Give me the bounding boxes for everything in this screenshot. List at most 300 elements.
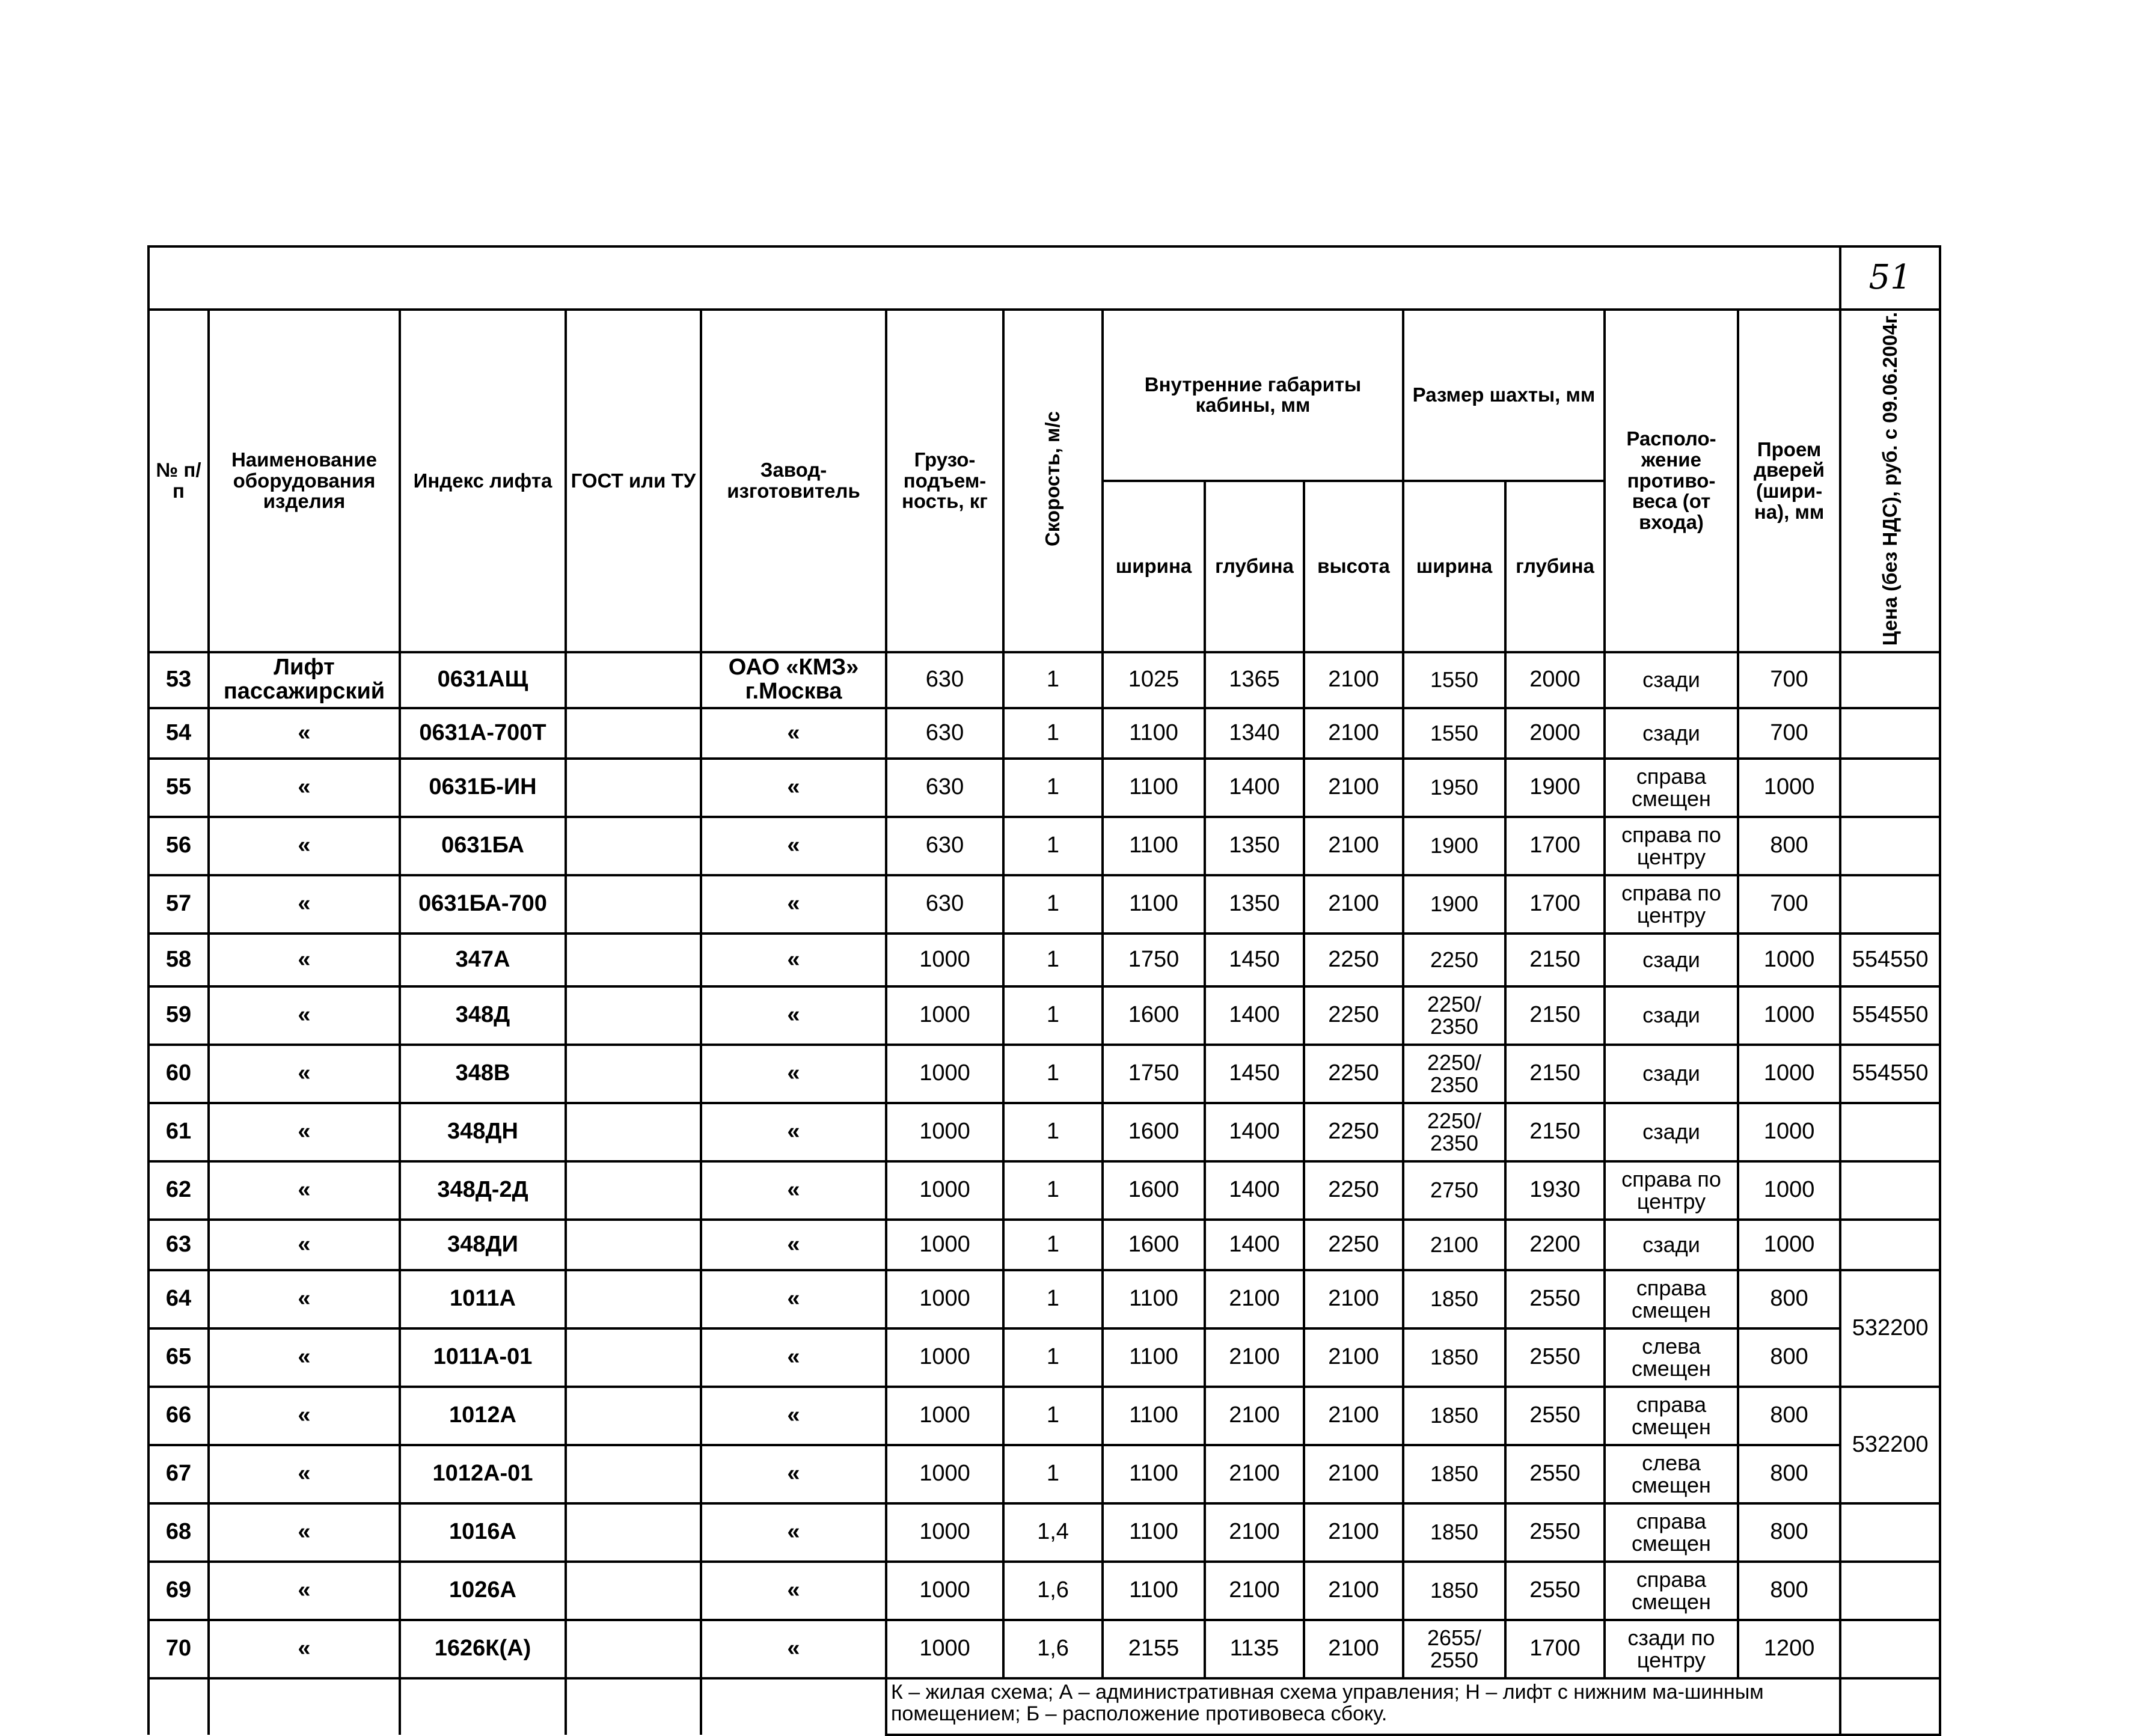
header-price bbox=[1840, 310, 1940, 652]
row-num: 57 bbox=[148, 875, 209, 934]
row-name: « bbox=[209, 1045, 400, 1103]
row-cabin-height: 2100 bbox=[1304, 1503, 1403, 1562]
row-name: « bbox=[209, 1503, 400, 1562]
row-cabin-depth: 2100 bbox=[1205, 1328, 1304, 1387]
row-name: « bbox=[209, 1328, 400, 1387]
table-row bbox=[148, 817, 1940, 875]
row-maker: « bbox=[701, 1220, 886, 1270]
header-load: Грузо-подъем-ность, кг bbox=[886, 310, 1003, 652]
row-cabin-height: 2250 bbox=[1304, 934, 1403, 986]
row-door: 700 bbox=[1738, 708, 1840, 759]
row-maker: « bbox=[701, 875, 886, 934]
row-num: 54 bbox=[148, 708, 209, 759]
header-name: Наименование оборудования изделия bbox=[209, 310, 400, 652]
row-price: 554550 bbox=[1840, 986, 1940, 1045]
row-cabin-height: 2100 bbox=[1304, 1270, 1403, 1328]
row-cabin-depth: 1450 bbox=[1205, 1045, 1304, 1103]
row-num: 61 bbox=[148, 1103, 209, 1161]
row-num: 67 bbox=[148, 1445, 209, 1503]
row-speed: 1 bbox=[1003, 708, 1103, 759]
row-cabin-width: 1750 bbox=[1103, 934, 1205, 986]
row-index: 0631БА bbox=[400, 817, 566, 875]
row-shaft-width: 1850 bbox=[1403, 1562, 1505, 1620]
row-shaft-depth: 2150 bbox=[1505, 986, 1605, 1045]
row-cabin-depth: 2100 bbox=[1205, 1445, 1304, 1503]
row-load: 1000 bbox=[886, 1503, 1003, 1562]
row-name: « bbox=[209, 1103, 400, 1161]
row-index: 348Д-2Д bbox=[400, 1161, 566, 1220]
row-shaft-depth: 2000 bbox=[1505, 652, 1605, 708]
header-speed-text: Скорость, м/с bbox=[1041, 411, 1064, 547]
row-speed: 1 bbox=[1003, 652, 1103, 708]
row-price bbox=[1840, 1503, 1940, 1562]
row-cabin-depth: 2100 bbox=[1205, 1562, 1304, 1620]
header-cabin-depth: глубина bbox=[1205, 481, 1304, 652]
row-shaft-width: 1850 bbox=[1403, 1270, 1505, 1328]
row-counterweight: сзади bbox=[1605, 1045, 1738, 1103]
row-gost bbox=[566, 986, 701, 1045]
row-door: 1000 bbox=[1738, 986, 1840, 1045]
row-name: « bbox=[209, 759, 400, 817]
row-cabin-width: 1600 bbox=[1103, 1161, 1205, 1220]
row-index: 348Д bbox=[400, 986, 566, 1045]
row-load: 630 bbox=[886, 817, 1003, 875]
row-counterweight: справа смещен bbox=[1605, 759, 1738, 817]
row-cabin-width: 1100 bbox=[1103, 708, 1205, 759]
row-maker: « bbox=[701, 1161, 886, 1220]
row-shaft-depth: 2550 bbox=[1505, 1270, 1605, 1328]
row-maker: « bbox=[701, 1328, 886, 1387]
row-speed: 1,6 bbox=[1003, 1620, 1103, 1678]
row-counterweight: справа смещен bbox=[1605, 1562, 1738, 1620]
row-num: 58 bbox=[148, 934, 209, 986]
header-maker: Завод-изготовитель bbox=[701, 310, 886, 652]
row-cabin-height: 2100 bbox=[1304, 1562, 1403, 1620]
table-row bbox=[148, 708, 1940, 759]
footnote-blank bbox=[148, 1678, 209, 1735]
row-shaft-depth: 2550 bbox=[1505, 1503, 1605, 1562]
row-maker: « bbox=[701, 1045, 886, 1103]
page-number: 51 bbox=[1840, 246, 1940, 310]
row-cabin-width: 1100 bbox=[1103, 1445, 1205, 1503]
footnote-blank bbox=[400, 1678, 566, 1735]
row-index: 1016А bbox=[400, 1503, 566, 1562]
row-speed: 1 bbox=[1003, 986, 1103, 1045]
table-row bbox=[148, 875, 1940, 934]
table-row bbox=[148, 1220, 1940, 1270]
row-num: 70 bbox=[148, 1620, 209, 1678]
row-maker: « bbox=[701, 986, 886, 1045]
header-cabin-height: высота bbox=[1304, 481, 1403, 652]
row-speed: 1 bbox=[1003, 817, 1103, 875]
row-index: 348ДН bbox=[400, 1103, 566, 1161]
row-counterweight: сзади по центру bbox=[1605, 1620, 1738, 1678]
row-index: 0631А-700Т bbox=[400, 708, 566, 759]
row-cabin-height: 2100 bbox=[1304, 875, 1403, 934]
row-cabin-height: 2100 bbox=[1304, 652, 1403, 708]
row-cabin-height: 2250 bbox=[1304, 1161, 1403, 1220]
row-num: 66 bbox=[148, 1387, 209, 1445]
row-cabin-height: 2250 bbox=[1304, 986, 1403, 1045]
row-load: 1000 bbox=[886, 1045, 1003, 1103]
row-gost bbox=[566, 1620, 701, 1678]
row-counterweight: справа смещен bbox=[1605, 1503, 1738, 1562]
row-cabin-depth: 2100 bbox=[1205, 1387, 1304, 1445]
row-door: 1000 bbox=[1738, 1161, 1840, 1220]
row-name: « bbox=[209, 875, 400, 934]
table-row bbox=[148, 652, 1940, 708]
row-maker: « bbox=[701, 817, 886, 875]
row-shaft-width: 1550 bbox=[1403, 708, 1505, 759]
table-row bbox=[148, 1045, 1940, 1103]
row-load: 1000 bbox=[886, 1270, 1003, 1328]
row-name: « bbox=[209, 708, 400, 759]
row-gost bbox=[566, 652, 701, 708]
row-cabin-width: 1100 bbox=[1103, 1562, 1205, 1620]
row-name: « bbox=[209, 1270, 400, 1328]
row-name: Лифт пассажирский bbox=[209, 652, 400, 708]
row-gost bbox=[566, 1562, 701, 1620]
row-counterweight: сзади bbox=[1605, 652, 1738, 708]
table-row bbox=[148, 1620, 1940, 1678]
row-gost bbox=[566, 1270, 701, 1328]
row-gost bbox=[566, 875, 701, 934]
row-price: 554550 bbox=[1840, 1045, 1940, 1103]
row-cabin-depth: 2100 bbox=[1205, 1503, 1304, 1562]
row-speed: 1 bbox=[1003, 1328, 1103, 1387]
row-load: 1000 bbox=[886, 986, 1003, 1045]
row-num: 59 bbox=[148, 986, 209, 1045]
row-counterweight: сзади bbox=[1605, 1103, 1738, 1161]
row-cabin-depth: 1400 bbox=[1205, 759, 1304, 817]
row-index: 1026А bbox=[400, 1562, 566, 1620]
row-cabin-depth: 2100 bbox=[1205, 1270, 1304, 1328]
row-cabin-height: 2250 bbox=[1304, 1103, 1403, 1161]
header-cabin: Внутренние габариты кабины, мм bbox=[1103, 310, 1403, 481]
row-speed: 1 bbox=[1003, 1387, 1103, 1445]
row-shaft-depth: 2150 bbox=[1505, 1103, 1605, 1161]
row-name: « bbox=[209, 1387, 400, 1445]
row-price bbox=[1840, 1620, 1940, 1678]
row-door: 800 bbox=[1738, 1562, 1840, 1620]
table-row bbox=[148, 1161, 1940, 1220]
row-cabin-width: 1100 bbox=[1103, 1270, 1205, 1328]
row-num: 65 bbox=[148, 1328, 209, 1387]
header-counterweight: Располо-жение противо-веса (от входа) bbox=[1605, 310, 1738, 652]
table-row bbox=[148, 934, 1940, 986]
row-shaft-width: 1900 bbox=[1403, 875, 1505, 934]
row-maker: « bbox=[701, 934, 886, 986]
row-speed: 1 bbox=[1003, 1220, 1103, 1270]
page-number-row bbox=[148, 246, 1940, 310]
row-name: « bbox=[209, 1161, 400, 1220]
row-num: 64 bbox=[148, 1270, 209, 1328]
row-gost bbox=[566, 1503, 701, 1562]
table-row bbox=[148, 1503, 1940, 1562]
row-counterweight: сзади bbox=[1605, 986, 1738, 1045]
row-load: 1000 bbox=[886, 934, 1003, 986]
row-speed: 1 bbox=[1003, 934, 1103, 986]
table-row bbox=[148, 1103, 1940, 1161]
row-cabin-width: 1600 bbox=[1103, 1220, 1205, 1270]
row-gost bbox=[566, 1220, 701, 1270]
row-door: 800 bbox=[1738, 817, 1840, 875]
row-gost bbox=[566, 759, 701, 817]
row-load: 1000 bbox=[886, 1161, 1003, 1220]
row-speed: 1 bbox=[1003, 1445, 1103, 1503]
row-counterweight: справа смещен bbox=[1605, 1387, 1738, 1445]
header-speed bbox=[1003, 310, 1103, 652]
row-num: 63 bbox=[148, 1220, 209, 1270]
row-name: « bbox=[209, 934, 400, 986]
row-maker: « bbox=[701, 1445, 886, 1503]
row-shaft-width: 2750 bbox=[1403, 1161, 1505, 1220]
elevator-table bbox=[147, 245, 1941, 1736]
row-maker: « bbox=[701, 1503, 886, 1562]
row-cabin-height: 2100 bbox=[1304, 708, 1403, 759]
row-shaft-width: 2250/ 2350 bbox=[1403, 986, 1505, 1045]
row-cabin-depth: 1350 bbox=[1205, 817, 1304, 875]
row-load: 1000 bbox=[886, 1328, 1003, 1387]
row-index: 0631АЩ bbox=[400, 652, 566, 708]
row-load: 1000 bbox=[886, 1562, 1003, 1620]
row-cabin-height: 2100 bbox=[1304, 1620, 1403, 1678]
row-cabin-depth: 1340 bbox=[1205, 708, 1304, 759]
row-shaft-width: 1850 bbox=[1403, 1445, 1505, 1503]
row-price bbox=[1840, 652, 1940, 708]
row-price bbox=[1840, 1103, 1940, 1161]
row-shaft-width: 1850 bbox=[1403, 1503, 1505, 1562]
row-speed: 1 bbox=[1003, 1270, 1103, 1328]
header-shaft-depth: глубина bbox=[1505, 481, 1605, 652]
row-cabin-width: 1100 bbox=[1103, 1387, 1205, 1445]
row-shaft-depth: 1700 bbox=[1505, 875, 1605, 934]
row-cabin-depth: 1365 bbox=[1205, 652, 1304, 708]
row-maker: « bbox=[701, 1387, 886, 1445]
row-speed: 1,6 bbox=[1003, 1562, 1103, 1620]
row-gost bbox=[566, 1045, 701, 1103]
row-shaft-depth: 1930 bbox=[1505, 1161, 1605, 1220]
row-counterweight: сзади bbox=[1605, 708, 1738, 759]
row-load: 630 bbox=[886, 652, 1003, 708]
row-door: 800 bbox=[1738, 1270, 1840, 1328]
row-num: 60 bbox=[148, 1045, 209, 1103]
row-name: « bbox=[209, 1445, 400, 1503]
row-door: 1000 bbox=[1738, 1220, 1840, 1270]
row-shaft-depth: 2550 bbox=[1505, 1387, 1605, 1445]
row-load: 1000 bbox=[886, 1387, 1003, 1445]
row-shaft-depth: 2200 bbox=[1505, 1220, 1605, 1270]
row-speed: 1 bbox=[1003, 1161, 1103, 1220]
row-cabin-height: 2100 bbox=[1304, 817, 1403, 875]
row-num: 69 bbox=[148, 1562, 209, 1620]
header-cabin-width: ширина bbox=[1103, 481, 1205, 652]
row-speed: 1 bbox=[1003, 1103, 1103, 1161]
header-shaft: Размер шахты, мм bbox=[1403, 310, 1605, 481]
row-door: 800 bbox=[1738, 1387, 1840, 1445]
footnote-blank bbox=[209, 1678, 400, 1735]
row-shaft-width: 2100 bbox=[1403, 1220, 1505, 1270]
row-load: 630 bbox=[886, 759, 1003, 817]
row-door: 1000 bbox=[1738, 1045, 1840, 1103]
row-shaft-depth: 1700 bbox=[1505, 817, 1605, 875]
row-load: 1000 bbox=[886, 1220, 1003, 1270]
row-index: 1011А bbox=[400, 1270, 566, 1328]
row-shaft-depth: 2150 bbox=[1505, 934, 1605, 986]
row-shaft-width: 1950 bbox=[1403, 759, 1505, 817]
row-index: 348В bbox=[400, 1045, 566, 1103]
row-gost bbox=[566, 1103, 701, 1161]
row-shaft-depth: 2550 bbox=[1505, 1328, 1605, 1387]
row-price bbox=[1840, 708, 1940, 759]
row-cabin-depth: 1400 bbox=[1205, 1220, 1304, 1270]
header-door: Проем дверей (шири-на), мм bbox=[1738, 310, 1840, 652]
row-gost bbox=[566, 934, 701, 986]
table-row bbox=[148, 1270, 1940, 1328]
row-shaft-width: 1550 bbox=[1403, 652, 1505, 708]
row-index: 1626К(А) bbox=[400, 1620, 566, 1678]
row-num: 55 bbox=[148, 759, 209, 817]
row-gost bbox=[566, 1445, 701, 1503]
row-door: 1000 bbox=[1738, 934, 1840, 986]
row-maker: ОАО «КМЗ» г.Москва bbox=[701, 652, 886, 708]
table-row bbox=[148, 1328, 1940, 1387]
row-cabin-depth: 1450 bbox=[1205, 934, 1304, 986]
row-num: 56 bbox=[148, 817, 209, 875]
header-row-1 bbox=[148, 310, 1940, 481]
footnote-blank bbox=[701, 1678, 886, 1735]
row-counterweight: справа по центру bbox=[1605, 875, 1738, 934]
row-gost bbox=[566, 817, 701, 875]
row-counterweight: слева смещен bbox=[1605, 1445, 1738, 1503]
row-num: 53 bbox=[148, 652, 209, 708]
row-cabin-width: 2155 bbox=[1103, 1620, 1205, 1678]
row-cabin-depth: 1135 bbox=[1205, 1620, 1304, 1678]
row-shaft-depth: 1700 bbox=[1505, 1620, 1605, 1678]
row-cabin-width: 1100 bbox=[1103, 1503, 1205, 1562]
row-price bbox=[1840, 1220, 1940, 1270]
row-gost bbox=[566, 708, 701, 759]
row-num: 68 bbox=[148, 1503, 209, 1562]
header-shaft-width: ширина bbox=[1403, 481, 1505, 652]
row-price: 554550 bbox=[1840, 934, 1940, 986]
header-price-text: Цена (без НДС), руб. с 09.06.2004г. bbox=[1878, 312, 1901, 646]
row-index: 1012А-01 bbox=[400, 1445, 566, 1503]
row-cabin-height: 2100 bbox=[1304, 1328, 1403, 1387]
row-gost bbox=[566, 1328, 701, 1387]
row-load: 1000 bbox=[886, 1103, 1003, 1161]
row-cabin-depth: 1400 bbox=[1205, 1161, 1304, 1220]
row-load: 1000 bbox=[886, 1445, 1003, 1503]
row-speed: 1 bbox=[1003, 1045, 1103, 1103]
footnote: К – жилая схема; А – административная схема управления; Н – лифт с нижним ма-шинным помещением; Б – расположение противовеса сбоку. bbox=[886, 1678, 1840, 1735]
row-door: 1000 bbox=[1738, 1103, 1840, 1161]
row-cabin-width: 1025 bbox=[1103, 652, 1205, 708]
row-door: 700 bbox=[1738, 875, 1840, 934]
row-load: 630 bbox=[886, 708, 1003, 759]
row-gost bbox=[566, 1387, 701, 1445]
row-name: « bbox=[209, 986, 400, 1045]
row-name: « bbox=[209, 1220, 400, 1270]
row-shaft-depth: 2000 bbox=[1505, 708, 1605, 759]
row-shaft-width: 2250/ 2350 bbox=[1403, 1103, 1505, 1161]
row-shaft-width: 2250 bbox=[1403, 934, 1505, 986]
row-cabin-depth: 1400 bbox=[1205, 1103, 1304, 1161]
row-cabin-width: 1100 bbox=[1103, 759, 1205, 817]
row-shaft-width: 1900 bbox=[1403, 817, 1505, 875]
row-cabin-width: 1600 bbox=[1103, 1103, 1205, 1161]
row-index: 0631БА-700 bbox=[400, 875, 566, 934]
row-counterweight: сзади bbox=[1605, 934, 1738, 986]
row-door: 1000 bbox=[1738, 759, 1840, 817]
row-cabin-width: 1100 bbox=[1103, 1328, 1205, 1387]
row-shaft-depth: 2150 bbox=[1505, 1045, 1605, 1103]
row-load: 630 bbox=[886, 875, 1003, 934]
row-name: « bbox=[209, 1562, 400, 1620]
footnote-row bbox=[148, 1678, 1940, 1735]
row-cabin-height: 2100 bbox=[1304, 1445, 1403, 1503]
row-price: 532200 bbox=[1840, 1387, 1940, 1503]
table-row bbox=[148, 759, 1940, 817]
row-name: « bbox=[209, 817, 400, 875]
footnote-blank bbox=[566, 1678, 701, 1735]
row-speed: 1 bbox=[1003, 875, 1103, 934]
row-price bbox=[1840, 875, 1940, 934]
row-shaft-width: 1850 bbox=[1403, 1328, 1505, 1387]
row-gost bbox=[566, 1161, 701, 1220]
row-cabin-width: 1100 bbox=[1103, 817, 1205, 875]
row-cabin-height: 2250 bbox=[1304, 1045, 1403, 1103]
table-row bbox=[148, 1562, 1940, 1620]
row-price: 532200 bbox=[1840, 1270, 1940, 1387]
row-speed: 1 bbox=[1003, 759, 1103, 817]
row-maker: « bbox=[701, 1270, 886, 1328]
table-row bbox=[148, 1387, 1940, 1445]
row-counterweight: справа по центру bbox=[1605, 1161, 1738, 1220]
row-maker: « bbox=[701, 1103, 886, 1161]
row-door: 800 bbox=[1738, 1445, 1840, 1503]
row-counterweight: справа смещен bbox=[1605, 1270, 1738, 1328]
row-cabin-width: 1100 bbox=[1103, 875, 1205, 934]
row-counterweight: слева смещен bbox=[1605, 1328, 1738, 1387]
header-num: № п/п bbox=[148, 310, 209, 652]
row-index: 348ДИ bbox=[400, 1220, 566, 1270]
row-cabin-depth: 1400 bbox=[1205, 986, 1304, 1045]
header-index: Индекс лифта bbox=[400, 310, 566, 652]
row-door: 700 bbox=[1738, 652, 1840, 708]
row-cabin-height: 2100 bbox=[1304, 1387, 1403, 1445]
top-blank bbox=[148, 246, 1840, 310]
row-price bbox=[1840, 1161, 1940, 1220]
row-speed: 1,4 bbox=[1003, 1503, 1103, 1562]
row-shaft-width: 2655/ 2550 bbox=[1403, 1620, 1505, 1678]
row-index: 0631Б-ИН bbox=[400, 759, 566, 817]
row-load: 1000 bbox=[886, 1620, 1003, 1678]
row-shaft-depth: 2550 bbox=[1505, 1562, 1605, 1620]
row-shaft-width: 2250/ 2350 bbox=[1403, 1045, 1505, 1103]
row-maker: « bbox=[701, 759, 886, 817]
row-shaft-depth: 2550 bbox=[1505, 1445, 1605, 1503]
row-index: 1011А-01 bbox=[400, 1328, 566, 1387]
row-shaft-width: 1850 bbox=[1403, 1387, 1505, 1445]
table-row bbox=[148, 986, 1940, 1045]
table-row bbox=[148, 1445, 1940, 1503]
row-maker: « bbox=[701, 1562, 886, 1620]
row-maker: « bbox=[701, 1620, 886, 1678]
row-door: 1200 bbox=[1738, 1620, 1840, 1678]
row-index: 347А bbox=[400, 934, 566, 986]
row-shaft-depth: 1900 bbox=[1505, 759, 1605, 817]
